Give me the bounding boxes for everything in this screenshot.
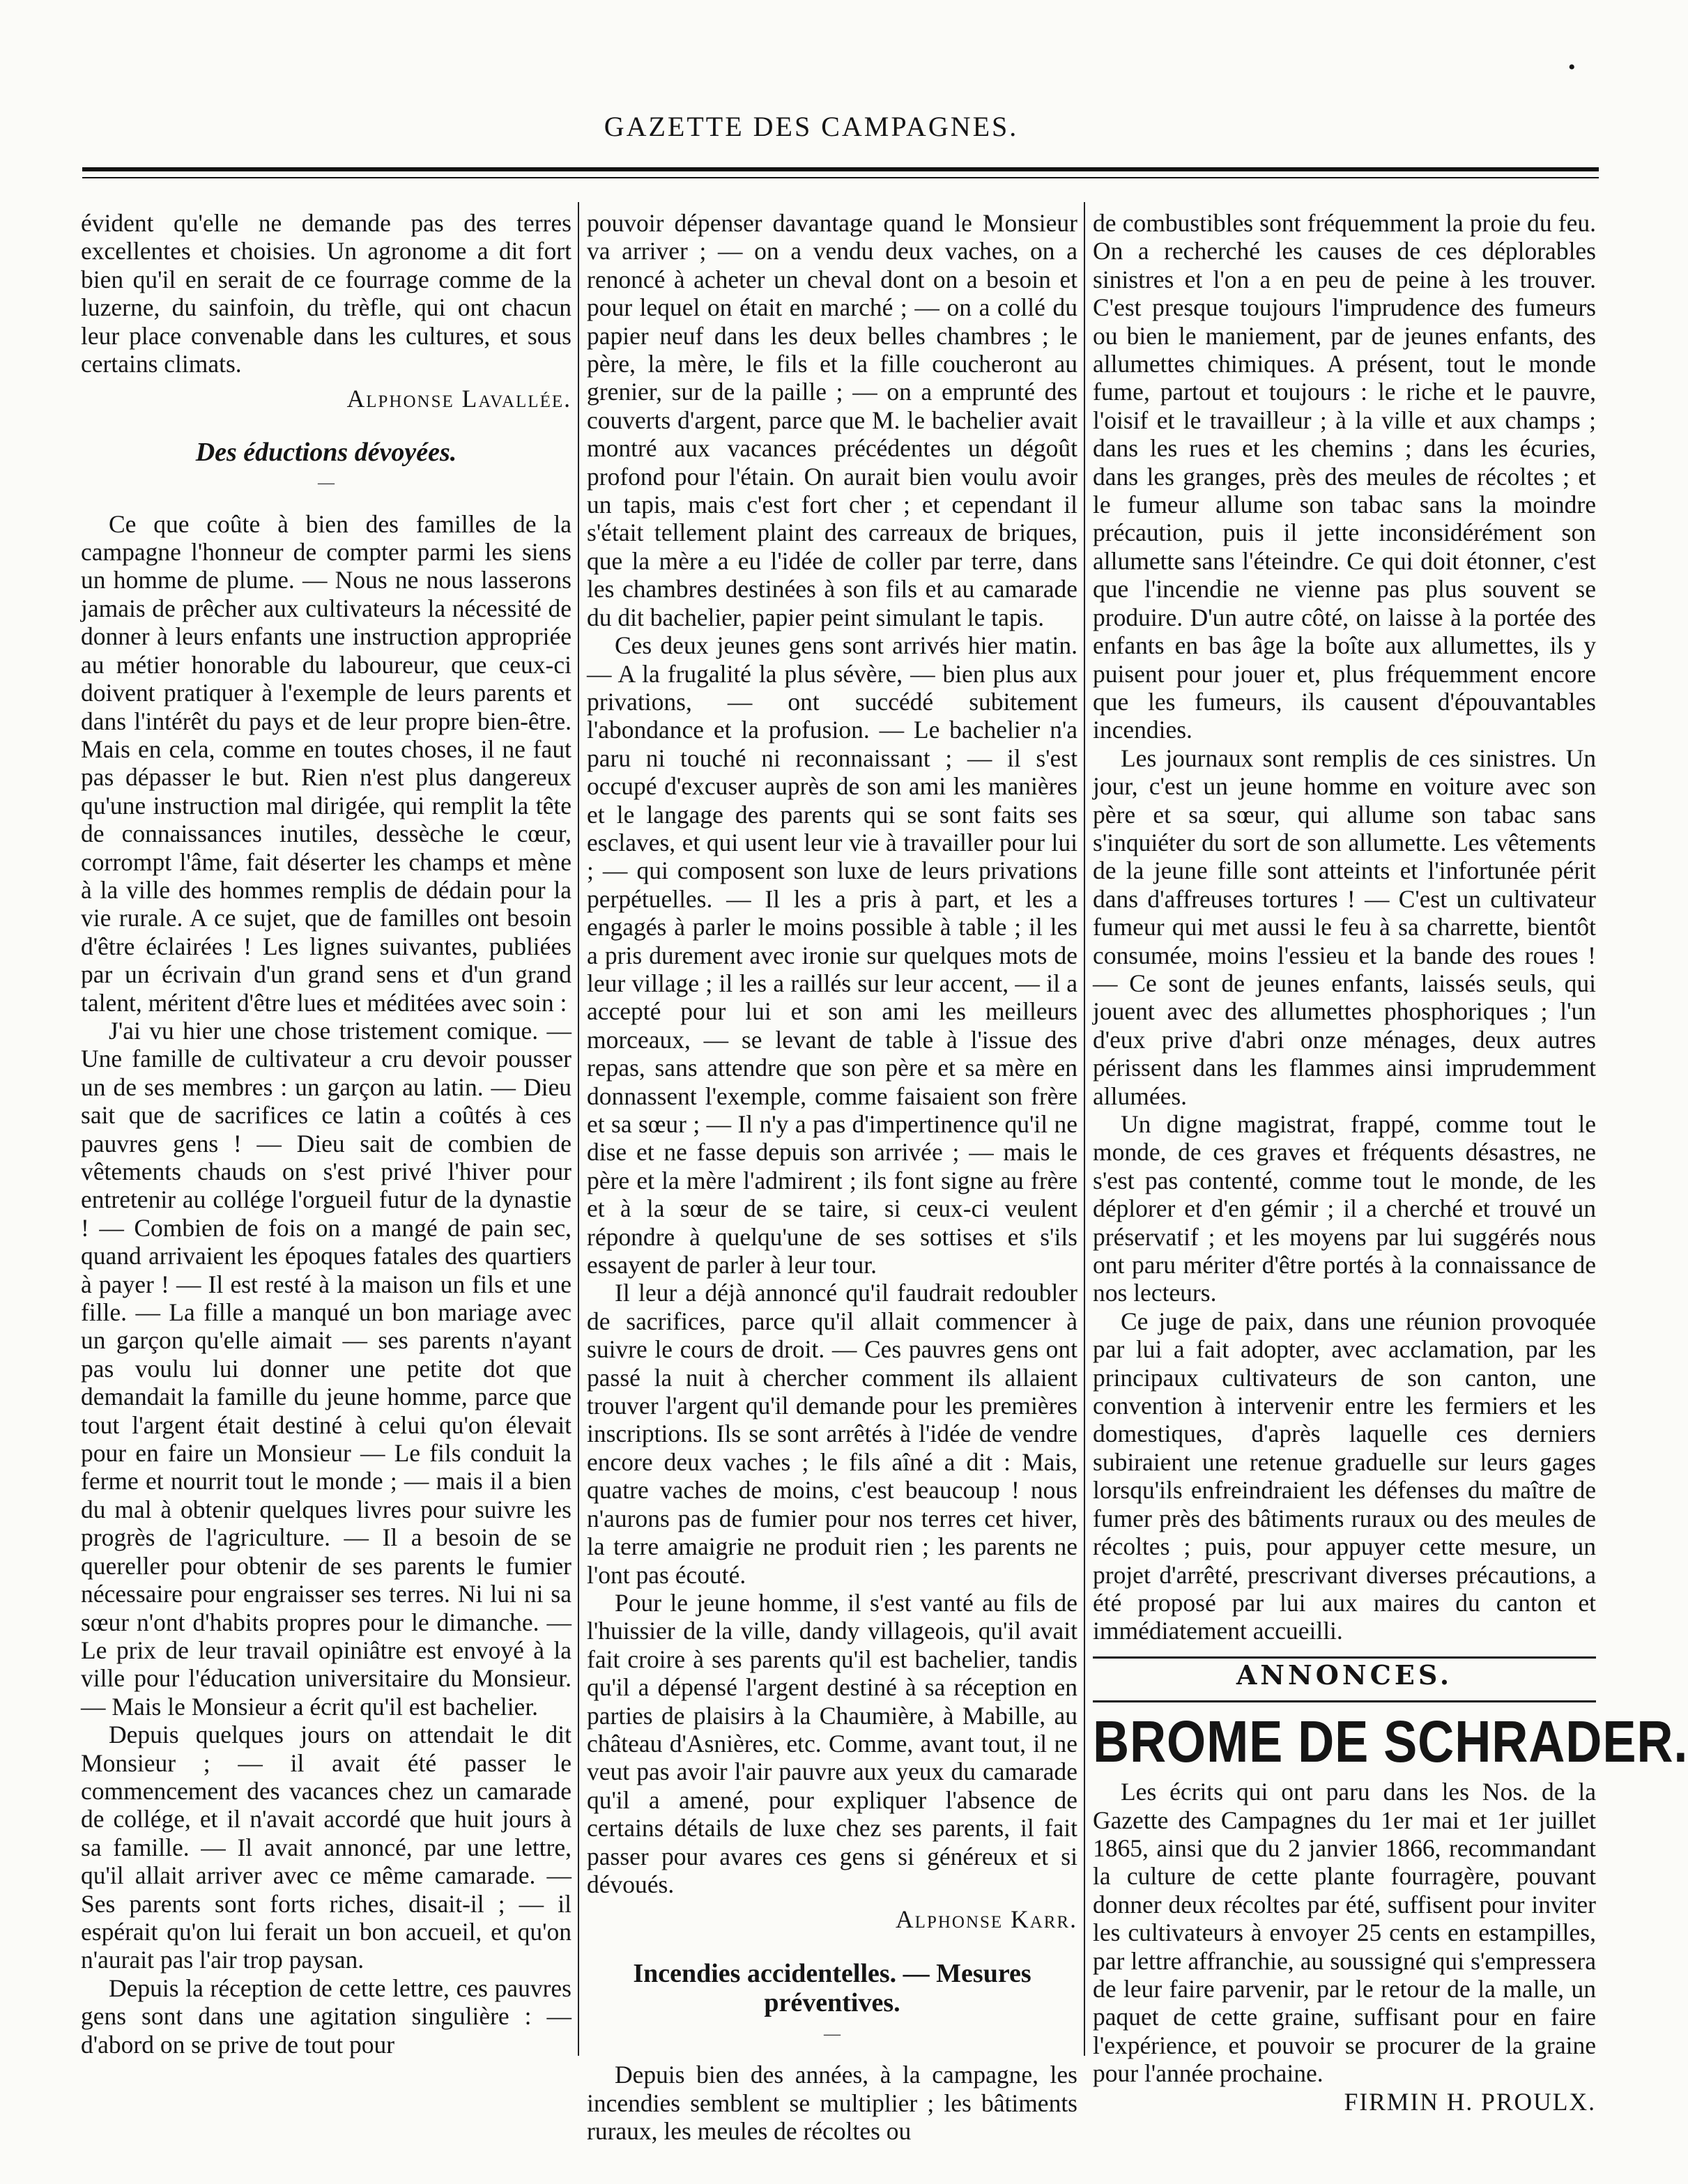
header-rule-thick <box>82 167 1599 171</box>
author-signature: Alphonse Lavallée. <box>346 385 571 413</box>
masthead-title: GAZETTE DES CAMPAGNES. <box>604 111 1019 142</box>
column-1 <box>81 209 571 2059</box>
ornament-divider: — <box>824 2024 841 2043</box>
ornament-divider: — <box>318 474 335 493</box>
ad-body: Les écrits qui ont paru dans les Nos. de la Gazette des Campagnes du 1er mai et 1er juillet 1865, ainsi que du 2 janvier 1866, recommandant la culture de cette plante fourragère, pouvant donner deux récoltes par été, suffisent pour inviter les cultivateurs à envoyer 25 cents en estampilles, par lettre affranchie, au soussigné qui s'empressera de leur faire parvenir, par le retour de la malle, un paquet de cette graine, suffisant pour en faire l'expérience, et pouvoir se procurer de la graine pour l'année prochaine. <box>1093 1778 1596 2088</box>
article-paragraph: Les journaux sont remplis de ces sinistres. Un jour, c'est un jeune homme en voiture avec son père et sa sœur, qui allume son tabac sans s'inquiéter du sort de son allumette. Les vêtements de la jeune fille sont atteints et l'infortunée périt dans d'affreuses tortures ! — C'est un cultivateur fumeur qui met aussi le feu à sa charrette, bientôt consumée, moins l'essieu et la bande des roues ! — Ce sont de jeunes enfants, laissés seuls, qui jouent avec des allumettes phosphoriques ; l'un d'eux prive d'abri onze ménages, deux autres périssent dans les flammes ainsi imprudemment allumées. <box>1093 744 1596 1110</box>
article-paragraph: Un digne magistrat, frappé, comme tout le monde, de ces graves et fréquents désastres, ne s'est pas contenté, comme tout le monde, de les déplorer et d'en gémir ; il a cherché et trouvé un préservatif ; et les moyens par lui suggérés nous ont paru mériter d'être portés à la connaissance de nos lecteurs. <box>1093 1110 1596 1307</box>
article-paragraph: Ce juge de paix, dans une réunion provoquée par lui a fait adopter, avec acclamation, par les principaux cultivateurs de son canton, une convention à intervenir entre les fermiers et les domestiques, d'après laquelle ces derniers subiraient une retenue graduelle sur leurs gages lorsqu'ils enfreindraient les défenses du maître de fumer près des bâtiments ruraux ou des meules de récoltes ; puis, pour appuyer cette mesure, un projet d'arrêté, prescrivant diverses précautions, a été proposé par lui aux maires du canton et immédiatement accueilli. <box>1093 1307 1596 1645</box>
annonces-heading: ANNONCES. <box>1236 1659 1453 1691</box>
article-paragraph: Depuis bien des années, à la campagne, les incendies semblent se multiplier ; les bâtiments ruraux, les meules de récoltes ou <box>587 2061 1077 2145</box>
article-paragraph: Depuis quelques jours on attendait le dit Monsieur ; — il avait été passer le commencement des vacances chez un camarade de collége, et il n'avait accordé que huit jours à sa famille. — Il avait annoncé, par une lettre, qu'il allait arriver avec ce même camarade. — Ses parents sont forts riches, disait-il ; — il espérait qu'on lui ferait un bon accueil, et qu'on n'aurait pas l'air trop paysan. <box>81 1721 571 1974</box>
article-paragraph: pouvoir dépenser davantage quand le Monsieur va arriver ; — on a vendu deux vaches, on a renoncé à acheter un cheval dont on a besoin et pour lequel on était en marché ; — on a collé du papier neuf dans les deux belles chambres ; le père, la mère, le fils et la fille coucheront au grenier, sur de la paille ; — on a emprunté des couverts d'argent, parce que M. le bachelier avait montré aux vacances précédentes un dégoût profond pour l'étain. On aurait bien voulu avoir un tapis, mais c'est fort cher ; et cependant il s'était tellement plaint des carreaux de briques, que la mère a eu l'idée de coller par terre, dans les chambres destinées à son fils et au camarade du dit bachelier, papier peint simulant le tapis. <box>587 209 1077 631</box>
column-divider <box>578 202 579 2056</box>
ad-signature: FIRMIN H. PROULX. <box>1344 2087 1596 2116</box>
article-heading: Des éductions dévoyées. <box>195 437 457 467</box>
column-divider <box>1084 202 1085 2056</box>
article-paragraph: J'ai vu hier une chose tristement comique. — Une famille de cultivateur a cru devoir pousser un de ses membres : un garçon au latin. — Dieu sait que de sacrifices ce latin a coûtés à ces pauvres gens ! — Dieu sait de combien de vêtements chauds on s'est privé l'hiver pour entretenir au collége l'orgueil futur de la dynastie ! — Combien de fois on a mangé de pain sec, quand arrivaient les époques fatales des quartiers à payer ! — Il est resté à la maison un fils et une fille. — La fille a manqué un bon mariage avec un garçon qu'elle aimait — ses parents n'ayant pas voulu lui donner une petite dot que demandait la famille du jeune homme, parce que tout l'argent était destiné à celui qu'on élevait pour en faire un Monsieur — Le fils conduit la ferme et nourrit tout le monde ; — mais il a bien du mal à obtenir quelques livres pour suivre les progrès de l'agriculture. — Il a besoin de se quereller pour obtenir de ses parents le fumier nécessaire pour engraisser ses terres. Ni lui ni sa sœur n'ont d'habits propres pour le dimanche. — Le prix de leur travail opiniâtre est envoyé à la ville pour l'éducation universitaire du Monsieur. — Mais le Monsieur a écrit qu'il est bachelier. <box>81 1016 571 1721</box>
article-heading: Incendies accidentelles. — Mesures préventives. <box>633 1958 1031 2017</box>
article-paragraph: Ces deux jeunes gens sont arrivés hier matin. — A la frugalité la plus sévère, — bien plus aux privations, — ont succédé subitement l'abondance et la profusion. — Le bachelier n'a paru ni touché ni reconnaissant ; — il s'est occupé d'excuser auprès de son ami les manières et le langage des parents qui se sont faits ses esclaves, et qui usent leur vie à travailler pour lui ; — qui composent son luxe de leurs privations perpétuelles. — Il les a pris à part, et les a engagés à parler le moins possible à table ; il les a pris durement avec ironie sur quelques mots de leur village ; il les a raillés sur leur accent, — il a accepté pour lui et son ami les meilleurs morceaux, — se levant de table à l'issue des repas, sans attendre que son père et sa mère en donnassent l'exemple, comme faisaient son frère et sa sœur ; — Il n'y a pas d'impertinence qu'il ne dise et ne fasse depuis son arrivée ; — mais le père et la mère l'admirent ; ils font signe au frère et à la sœur de se taire, si ceux-ci veulent répondre à quelqu'une de ses sottises et s'ils essayent de parler à leur tour. <box>587 631 1077 1279</box>
header-rule-thin <box>82 177 1599 178</box>
article-paragraph: Depuis la réception de cette lettre, ces pauvres gens sont dans une agitation singulière : — d'abord on se prive de tout pour <box>81 1974 571 2059</box>
column-3 <box>1093 209 1688 2116</box>
article-paragraph: Il leur a déjà annoncé qu'il faudrait redoubler de sacrifices, parce qu'il allait commencer à suivre le cours de droit. — Ces pauvres gens ont passé la nuit à chercher comment ils allaient trouver l'argent qu'il demande pour les premières inscriptions. Ils se sont arrêtés à l'idée de vendre encore deux vaches ; le fils aîné a dit : Mais, quatre vaches de moins, c'est beaucoup ! nous n'aurons pas de fumier pour nos terres cet hiver, la terre amaigrie ne produit rien ; les parents ne l'ont pas écouté. <box>587 1279 1077 1589</box>
column-2 <box>587 209 1077 2145</box>
article-paragraph: Ce que coûte à bien des familles de la campagne l'honneur de compter parmi les siens un homme de plume. — Nous ne nous lasserons jamais de prêcher aux cultivateurs la nécessité de donner à leurs enfants une instruction appropriée au métier honorable du laboureur, que ceux-ci doivent pratiquer à l'exemple de leurs parents et dans l'intérêt du pays et de leur propre bien-être. Mais en cela, comme en toutes choses, il ne faut pas dépasser le but. Rien n'est plus dangereux qu'une instruction mal dirigée, qui remplit la tête de connaissances inutiles, dessèche le cœur, corrompt l'âme, fait déserter les champs et mène à la ville des hommes remplis de dédain pour la vie rurale. A ce sujet, que de familles ont besoin d'être éclairées ! Les lignes suivantes, publiées par un écrivain d'un grand sens et d'un grand talent, méritent d'être lues et méditées avec soin : <box>81 509 571 1017</box>
annonces-rule <box>1093 1700 1596 1702</box>
page-mark: • <box>1568 56 1576 79</box>
annonces-rule <box>1093 1656 1596 1659</box>
article-paragraph: évident qu'elle ne demande pas des terres excellentes et choisies. Un agronome a dit fort bien qu'il en serait de ce fourrage comme de la luzerne, du sainfoin, du trèfle, qui ont chacun leur place convenable dans les cultures, et sous certains climats. <box>81 209 571 378</box>
author-signature: Alphonse Karr. <box>896 1905 1077 1934</box>
ad-title: BROME DE SCHRADER. <box>1093 1709 1688 1775</box>
article-paragraph: Pour le jeune homme, il s'est vanté au fils de l'huissier de la ville, dandy villageois, qu'il avait fait croire à ses parents qu'il est bachelier, tandis qu'il a dépensé l'argent destiné à sa réception en parties de plaisirs à la Chaumière, à Mabille, au château d'Asnières, etc. Comme, avant tout, il ne veut pas avoir l'air pauvre aux yeux du camarade qu'il a amené, pour expliquer l'absence de certains détails de luxe chez ses parents, il fait passer pour avares ces gens si généreux et si dévoués. <box>587 1588 1077 1898</box>
article-paragraph: de combustibles sont fréquemment la proie du feu. On a recherché les causes de ces déplorables sinistres et l'on a en peu de peine à les trouver. C'est presque toujours l'imprudence des fumeurs ou bien le maniement, par de jeunes enfants, des allumettes chimiques. A présent, tout le monde fume, partout et toujours : le riche et le pauvre, l'oisif et le travailleur ; à la ville et aux champs ; dans les rues et les chemins ; dans les écuries, dans les granges, près des meules de récoltes ; et le fumeur allume son tabac sans la moindre précaution, puis il jette inconsidérément son allumette sans l'éteindre. Ce qui doit étonner, c'est que l'incendie ne vienne pas plus souvent se produire. D'un autre côté, on laisse à la portée des enfants en bas âge la boîte aux allumettes, ils y puisent pour jouer et, plus fréquemment encore que les fumeurs, ils causent d'épouvantables incendies. <box>1093 209 1596 744</box>
